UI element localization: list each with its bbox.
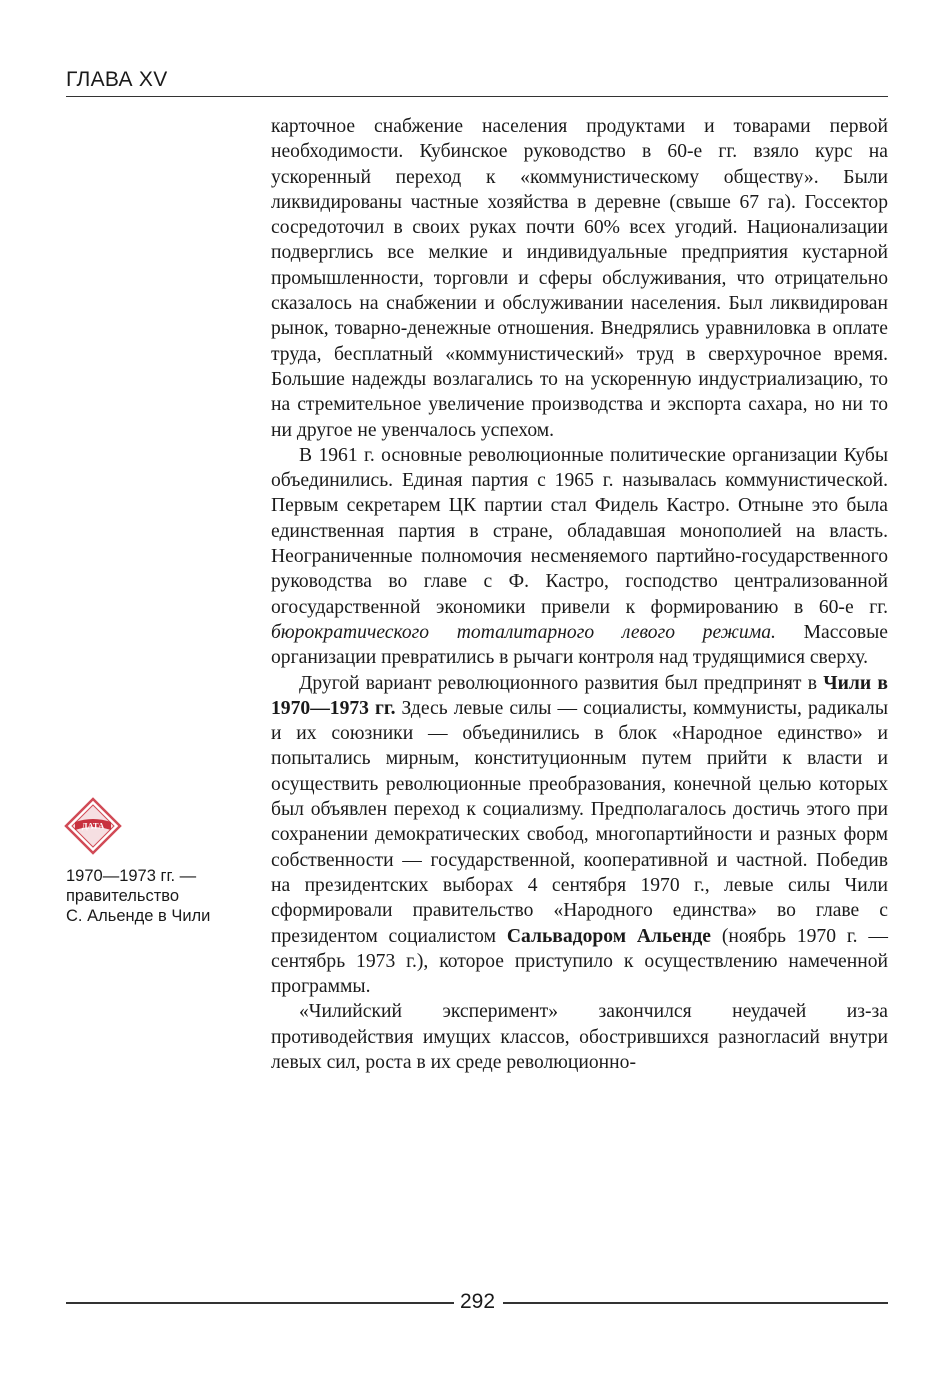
paragraph-4: «Чилийский эксперимент» закончился неудачей из-за противодействия имущих классов, обострившихся разногласий внутри левых сил, роста в их среде революционно- xyxy=(271,1001,888,1073)
paragraph-1: карточное снабжение населения продуктами и товарами первой необходимости. Кубинское руководство в 60-е гг. взяло курс на ускоренный переход к «коммунистическому обществу». Были ликвидированы частные хозяйства в деревне (свыше 67 га). Госсектор сосредоточил в своих руках почти 60% всех угодий. Национализации подверглись все мелкие и индивидуальные предприятия кустарной промышленности, торговли и сферы обслуживания, что отрицательно сказалось на снабжении и обслуживании населения. Был ликвидирован рынок, товарно-денежные отношения. Внедрялись уравниловка в оплате труда, бесплатный «коммунистический» труд в сверхурочное время. Большие надежды возлагались то на ускоренную индустриализацию, то на стремительное увеличение производства и экспорта сахара, но ни то ни другое не увенчалось успехом. xyxy=(271,116,888,441)
chapter-title: ГЛАВА XV xyxy=(66,68,168,91)
main-text xyxy=(271,114,888,1075)
paragraph-3-text-middle: Здесь левые силы — социалисты, коммунисты, радикалы и их союзники — объединились в блок «Народное единство» и попытались мирным, конституционным путем прийти к власти и осуществить революционные преобразования, конечной целью которых был объявлен переход к социализму. Предполагалось достичь этого при сохранении демократических свобод, многопартийности и разных форм собственности — государственной, кооперативной и частной. Победив на президентских выборах 4 сентября 1970 г., левые силы Чили сформировали правительство «Народного единства» во главе с президентом социалистом xyxy=(271,697,888,947)
paragraph-3-text-start: Другой вариант революционного развития был предпринят в xyxy=(299,672,824,694)
paragraph-3-text-end: (ноябрь 1970 г. — сентябрь 1973 г.), которое приступило к осуществлению намеченной программы. xyxy=(271,925,888,998)
paragraph-3 xyxy=(271,671,888,1000)
footer-rule-right xyxy=(503,1302,888,1304)
margin-note-line-3: С. Альенде в Чили xyxy=(66,907,211,925)
margin-note xyxy=(66,866,266,926)
page-header xyxy=(66,62,888,97)
paragraph-3-bold-chile-dates: Чили в 1970—1973 гг. xyxy=(271,672,888,719)
paragraph-2 xyxy=(271,443,888,671)
paragraph-3-bold-allende: Сальвадором Альенде xyxy=(506,925,711,947)
page-number: 292 xyxy=(459,1290,496,1313)
paragraph-2-text-end: Массовые организации превратились в рычаги контроля над трудящимися сверху. xyxy=(271,621,888,669)
date-diamond-icon xyxy=(64,797,122,855)
margin-note-line-2: правительство xyxy=(66,887,180,905)
footer-rule-left xyxy=(66,1302,454,1304)
paragraph-2-italic-term: бюрократического тоталитарного левого режима. xyxy=(271,621,776,643)
date-icon-label: ДАТА xyxy=(81,820,105,831)
paragraph-2-text-start: В 1961 г. основные революционные политические организации Кубы объединились. Единая партия с 1965 г. называлась коммунистической. Первым секретарем ЦК партии стал Фидель Кастро. Отныне это была единственная партия в стране, обладавшая монополией на власть. Неограниченные полномочия несменяемого партийно-государственного руководства во главе с Ф. Кастро, господство централизованной огосударственной экономики привели к формированию в 60-е гг. xyxy=(271,444,888,618)
margin-note-line-1: 1970—1973 гг. — xyxy=(66,867,197,885)
